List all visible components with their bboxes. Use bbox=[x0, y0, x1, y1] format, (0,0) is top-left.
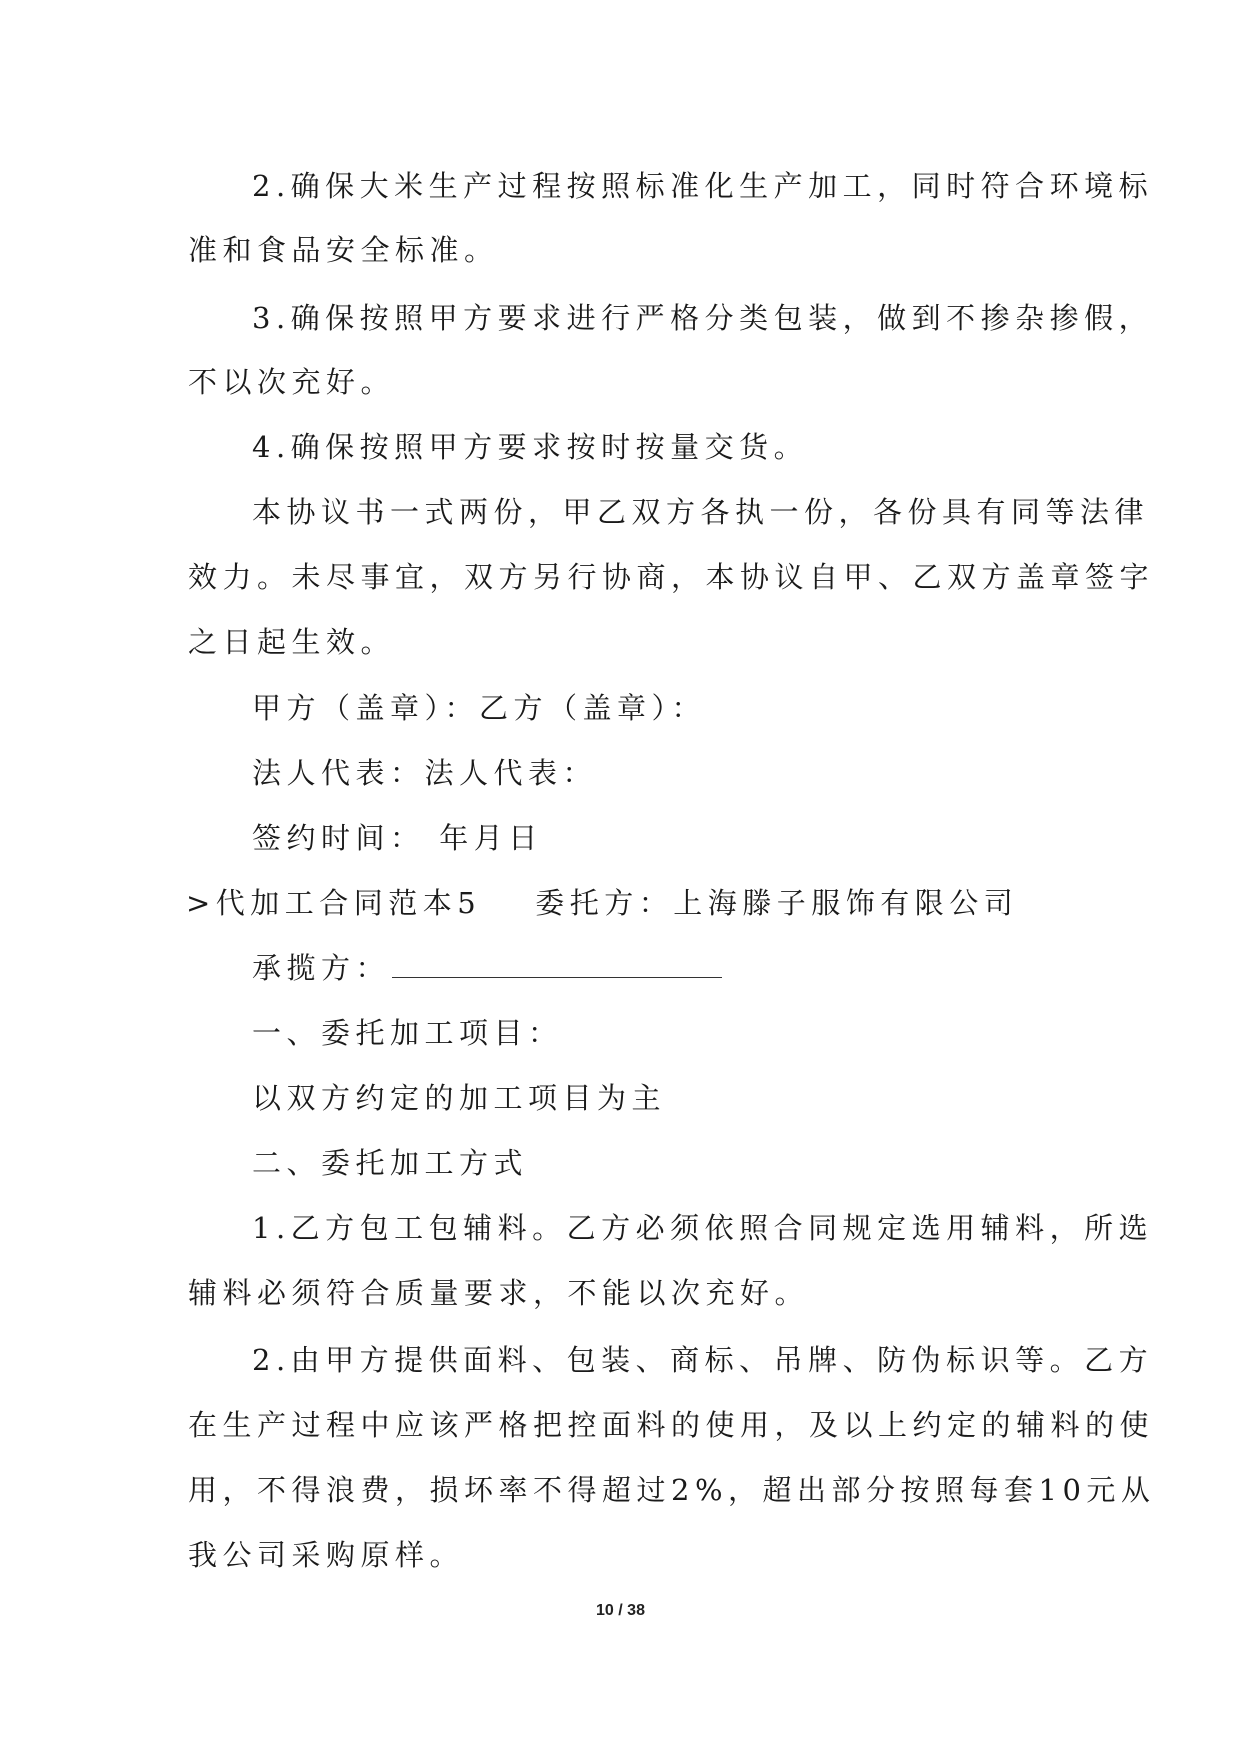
paragraph-line: 3.确保按照甲方要求进行严格分类包装，做到不掺杂掺假， bbox=[252, 301, 1154, 335]
paragraph-line: 用，不得浪费，损坏率不得超过2%，超出部分按照每套10元从 bbox=[188, 1473, 1156, 1507]
paragraph-line: 效力。未尽事宜，双方另行协商，本协议自甲、乙双方盖章签字 bbox=[188, 560, 1155, 594]
legal-representative-line: 法人代表：法人代表： bbox=[252, 756, 598, 790]
paragraph-line: 2.确保大米生产过程按照标准化生产加工，同时符合环境标 bbox=[252, 169, 1154, 203]
contractor-line bbox=[252, 948, 722, 988]
paragraph-line: 本协议书一式两份，甲乙双方各执一份，各份具有同等法律 bbox=[252, 495, 1150, 529]
contract-heading-line bbox=[186, 883, 1018, 923]
paragraph-line: 辅料必须符合质量要求，不能以次充好。 bbox=[188, 1276, 810, 1310]
paragraph-line: 准和食品安全标准。 bbox=[188, 233, 499, 267]
section-heading: 一、委托加工项目： bbox=[252, 1016, 563, 1050]
page-number: 10 / 38 bbox=[596, 1602, 645, 1619]
paragraph-line: 我公司采购原样。 bbox=[188, 1538, 465, 1572]
paragraph-line: 4.确保按照甲方要求按时按量交货。 bbox=[252, 430, 809, 464]
paragraph-line: 之日起生效。 bbox=[188, 625, 396, 659]
contractor-label: 承揽方： bbox=[252, 951, 391, 985]
paragraph-line: 以双方约定的加工项目为主 bbox=[252, 1081, 667, 1115]
paragraph-line: 1.乙方包工包辅料。乙方必须依照合同规定选用辅料，所选 bbox=[252, 1211, 1154, 1245]
paragraph-line: 2.由甲方提供面料、包装、商标、吊牌、防伪标识等。乙方 bbox=[252, 1343, 1154, 1377]
contractor-blank bbox=[392, 949, 722, 978]
section-heading: 二、委托加工方式 bbox=[252, 1146, 529, 1180]
client-party: 委托方：上海滕子服饰有限公司 bbox=[535, 886, 1019, 920]
signature-party-line: 甲方（盖章）：乙方（盖章）： bbox=[252, 691, 707, 725]
signing-date-line: 签约时间： 年月日 bbox=[252, 821, 543, 855]
contract-title: >代加工合同范本5 bbox=[186, 886, 482, 920]
paragraph-line: 在生产过程中应该严格把控面料的使用，及以上约定的辅料的使 bbox=[188, 1408, 1155, 1442]
paragraph-line: 不以次充好。 bbox=[188, 365, 396, 399]
